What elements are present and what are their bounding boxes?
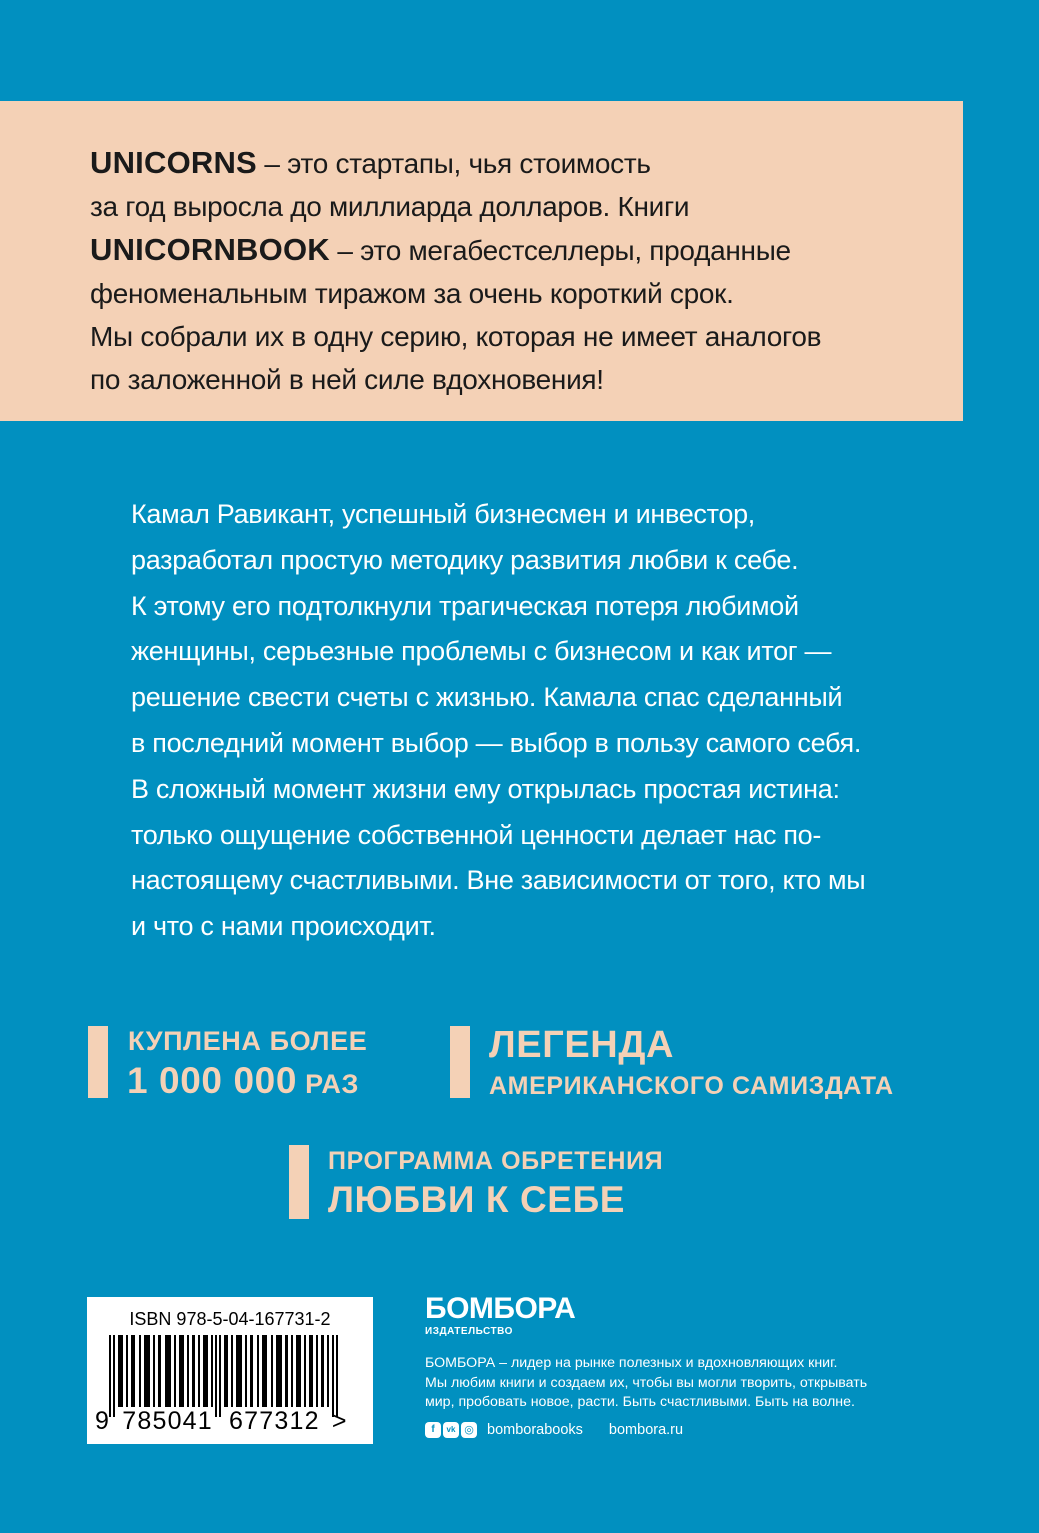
badge-bar-marker — [289, 1145, 309, 1219]
publisher-description-line: Мы любим книги и создаем их, чтобы вы могли творить, открывать — [425, 1374, 868, 1391]
publisher-description-line: мир, пробовать новое, расти. Быть счастливыми. Быть на волне. — [425, 1394, 855, 1410]
badge-legend-line1: ЛЕГЕНДА — [489, 1024, 675, 1066]
publisher-logo: БОМБОРА — [425, 1292, 576, 1325]
barcode-bars-icon — [107, 1335, 351, 1417]
badge-program-line2: ЛЮБВИ К СЕБЕ — [328, 1179, 626, 1220]
synopsis-line: Камал Равикант, успешный бизнесмен и инвестор, — [131, 499, 756, 529]
isbn-digit-group-2: 677312 — [229, 1407, 320, 1435]
publisher-description-line: БОМБОРА – лидер на рынке полезных и вдохновляющих книг. — [425, 1355, 838, 1371]
publisher-description — [425, 1354, 867, 1413]
synopsis-line: разработал простую методику развития любви к себе. — [131, 544, 799, 575]
badge-bar-marker — [450, 1026, 470, 1098]
publisher-links — [425, 1422, 867, 1438]
series-promo-text — [90, 141, 821, 401]
synopsis-line: К этому его подтолкнули трагическая потеря любимой — [131, 590, 799, 621]
social-handle-link[interactable]: bomborabooks — [487, 1421, 583, 1438]
synopsis-line: женщины, серьезные проблемы с бизнесом и как итог — — [131, 636, 832, 667]
isbn-label: ISBN 978-5-04-167731-2 — [129, 1309, 331, 1329]
promo-line-text: Мы собрали их в одну серию, которая не имеет аналогов — [90, 321, 822, 352]
promo-line-text: – это стартапы, чья стоимость — [256, 148, 651, 179]
synopsis-line: только ощущение собственной ценности делает нас по- — [131, 819, 822, 850]
promo-line — [90, 185, 821, 228]
isbn-digits — [95, 1407, 348, 1436]
vk-icon[interactable]: vk — [443, 1422, 459, 1438]
badge-sales-line2 — [127, 1060, 359, 1102]
promo-line — [90, 228, 821, 272]
isbn-digit-prefix: 9 — [95, 1407, 111, 1435]
promo-line — [90, 358, 821, 401]
badge-program-line1: ПРОГРАММА ОБРЕТЕНИЯ — [328, 1147, 664, 1175]
publisher-block — [425, 1293, 867, 1438]
synopsis-line: и что с нами происходит. — [131, 911, 436, 942]
promo-line-text: за год выросла до миллиарда долларов. Книги — [90, 191, 690, 222]
isbn-quiet-zone-marker: > — [331, 1407, 348, 1435]
synopsis-line: настоящему счастливыми. Вне зависимости от того, кто мы — [131, 865, 866, 896]
promo-line — [90, 315, 821, 358]
badge-sales-line1: КУПЛЕНА БОЛЕЕ — [128, 1026, 368, 1056]
synopsis-line: В сложный момент жизни ему открылась простая истина: — [131, 773, 840, 804]
isbn-digit-group-1: 785041 — [122, 1407, 213, 1435]
promo-brand-unicornbook: UNICORNBOOK — [90, 232, 330, 267]
promo-brand-unicorns: UNICORNS — [90, 145, 257, 180]
book-synopsis — [131, 492, 865, 950]
synopsis-line: решение свести счеты с жизнью. Камала спас сделанный — [131, 682, 843, 713]
badge-sales-count: 1 000 000 — [127, 1060, 298, 1101]
promo-line-text: – это мегабестселлеры, проданные — [329, 235, 791, 266]
badge-sales-unit: РАЗ — [297, 1069, 359, 1099]
publisher-subtitle: ИЗДАТЕЛЬСТВО — [425, 1326, 513, 1337]
promo-line — [90, 272, 821, 315]
badge-legend-line2: АМЕРИКАНСКОГО САМИЗДАТА — [489, 1072, 894, 1100]
promo-line — [90, 141, 821, 185]
instagram-icon[interactable]: ◎ — [461, 1422, 477, 1438]
website-link[interactable]: bombora.ru — [608, 1421, 684, 1438]
synopsis-line: в последний момент выбор — выбор в пользу самого себя. — [131, 727, 862, 758]
badge-bar-marker — [88, 1026, 108, 1098]
promo-line-text: феноменальным тиражом за очень короткий срок. — [90, 278, 734, 309]
promo-line-text: по заложенной в ней силе вдохновения! — [90, 364, 604, 395]
facebook-icon[interactable]: f — [425, 1422, 441, 1438]
isbn-barcode — [87, 1297, 373, 1444]
